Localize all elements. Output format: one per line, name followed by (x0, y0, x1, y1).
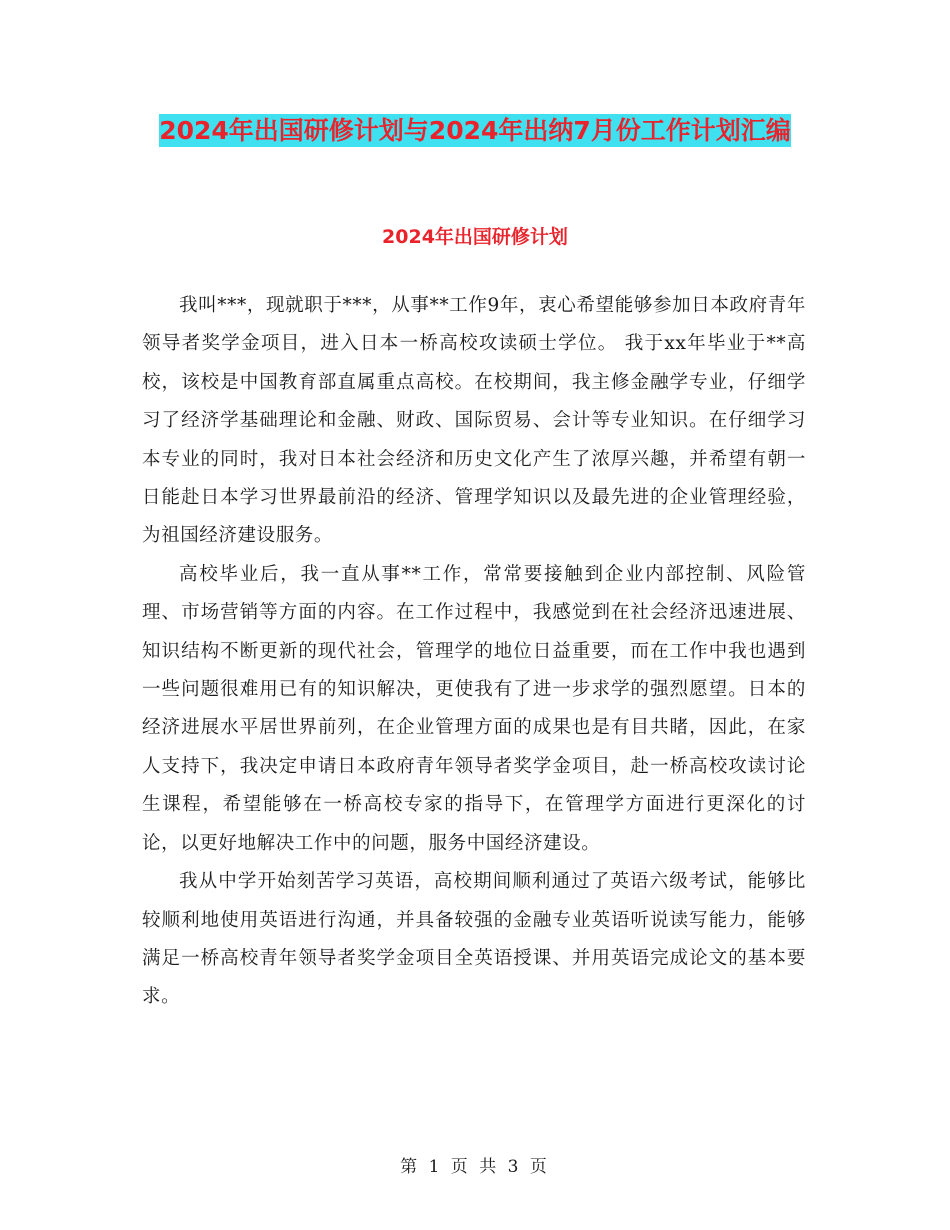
paragraph-3: 我从中学开始刻苦学习英语，高校期间顺利通过了英语六级考试，能够比较顺利地使用英语进行沟通，并具备较强的金融专业英语听说读写能力，能够满足一桥高校青年领导者奖学金项目全英语授课、并用英语完成论文的基本要求。 (142, 871, 806, 1008)
body-text (142, 287, 806, 1017)
paragraph-1: 我叫***，现就职于***，从事**工作9年，衷心希望能够参加日本政府青年领导者奖学金项目，进入日本一桥高校攻读硕士学位。 我于xx年毕业于**高校，该校是中国教育部直属重点高校。在校期间，我主修金融学专业，仔细学习了经济学基础理论和金融、财政、国际贸易、会计等专业知识。在仔细学习本专业的同时，我对日本社会经济和历史文化产生了浓厚兴趣，并希望有朝一日能赴日本学习世界最前沿的经济、管理学知识以及最先进的企业管理经验，为祖国经济建设服务。 (142, 295, 806, 547)
document-title (140, 108, 810, 154)
section-title: 2024年出国研修计划 (382, 226, 568, 248)
document-title-text: 2024年出国研修计划与2024年出纳7月份工作计划汇编 (159, 116, 791, 145)
page-number-footer: 第 1 页 共 3 页 (400, 1157, 550, 1177)
paragraph-2: 高校毕业后，我一直从事**工作，常常要接触到企业内部控制、风险管理、市场营销等方面的内容。在工作过程中，我感觉到在社会经济迅速进展、知识结构不断更新的现代社会，管理学的地位日益重要，而在工作中我也遇到一些问题很难用已有的知识解决，更使我有了进一步求学的强烈愿望。日本的经济进展水平居世界前列，在企业管理方面的成果也是有目共睹，因此，在家人支持下，我决定申请日本政府青年领导者奖学金项目，赴一桥高校攻读讨论生课程，希望能够在一桥高校专家的指导下，在管理学方面进行更深化的讨论，以更好地解决工作中的问题，服务中国经济建设。 (142, 563, 806, 854)
